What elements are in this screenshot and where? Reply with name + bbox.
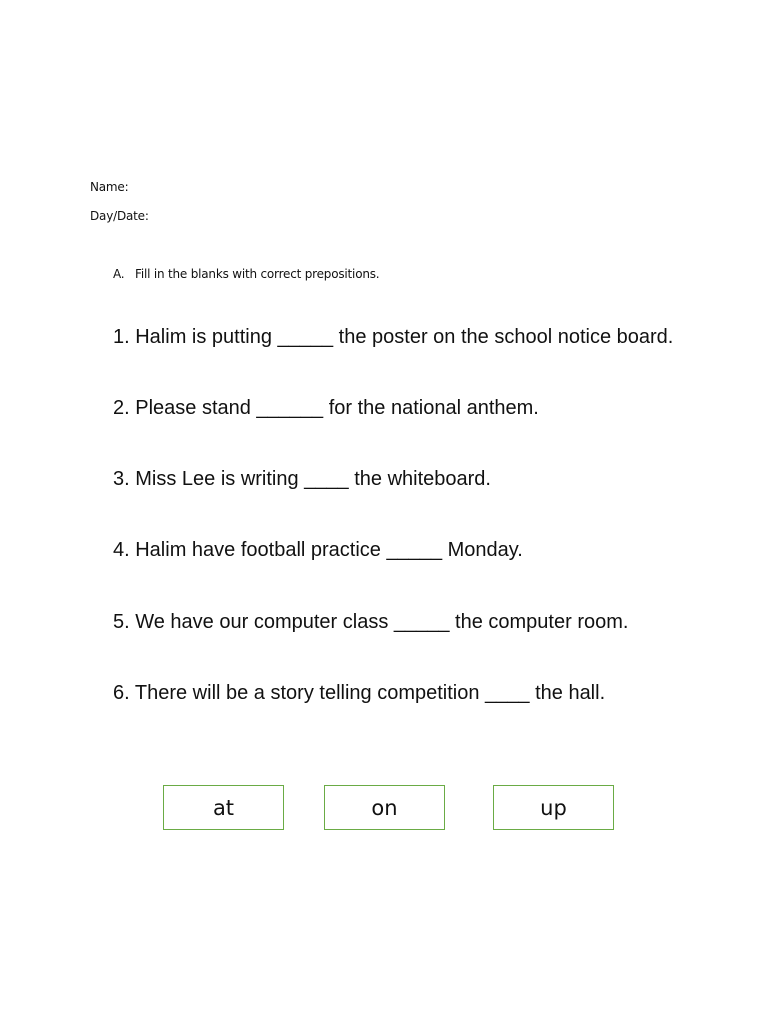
name-label: Name:	[90, 180, 129, 194]
section-instruction	[113, 267, 379, 281]
question-6: 6. There will be a story telling competition ____ the hall.	[113, 682, 606, 704]
instruction-text: Fill in the blanks with correct prepositions.	[135, 267, 380, 281]
section-marker: A.	[113, 267, 125, 281]
question-3: 3. Miss Lee is writing ____ the whiteboard.	[113, 468, 491, 490]
word-box-on: on	[324, 785, 445, 830]
word-box-up: up	[493, 785, 614, 830]
question-4: 4. Halim have football practice _____ Monday.	[113, 539, 523, 561]
word-box-at: at	[163, 785, 284, 830]
question-2: 2. Please stand ______ for the national anthem.	[113, 397, 539, 419]
day-date-label: Day/Date:	[90, 209, 149, 223]
question-5: 5. We have our computer class _____ the computer room.	[113, 611, 629, 633]
question-1: 1. Halim is putting _____ the poster on the school notice board.	[113, 326, 674, 348]
